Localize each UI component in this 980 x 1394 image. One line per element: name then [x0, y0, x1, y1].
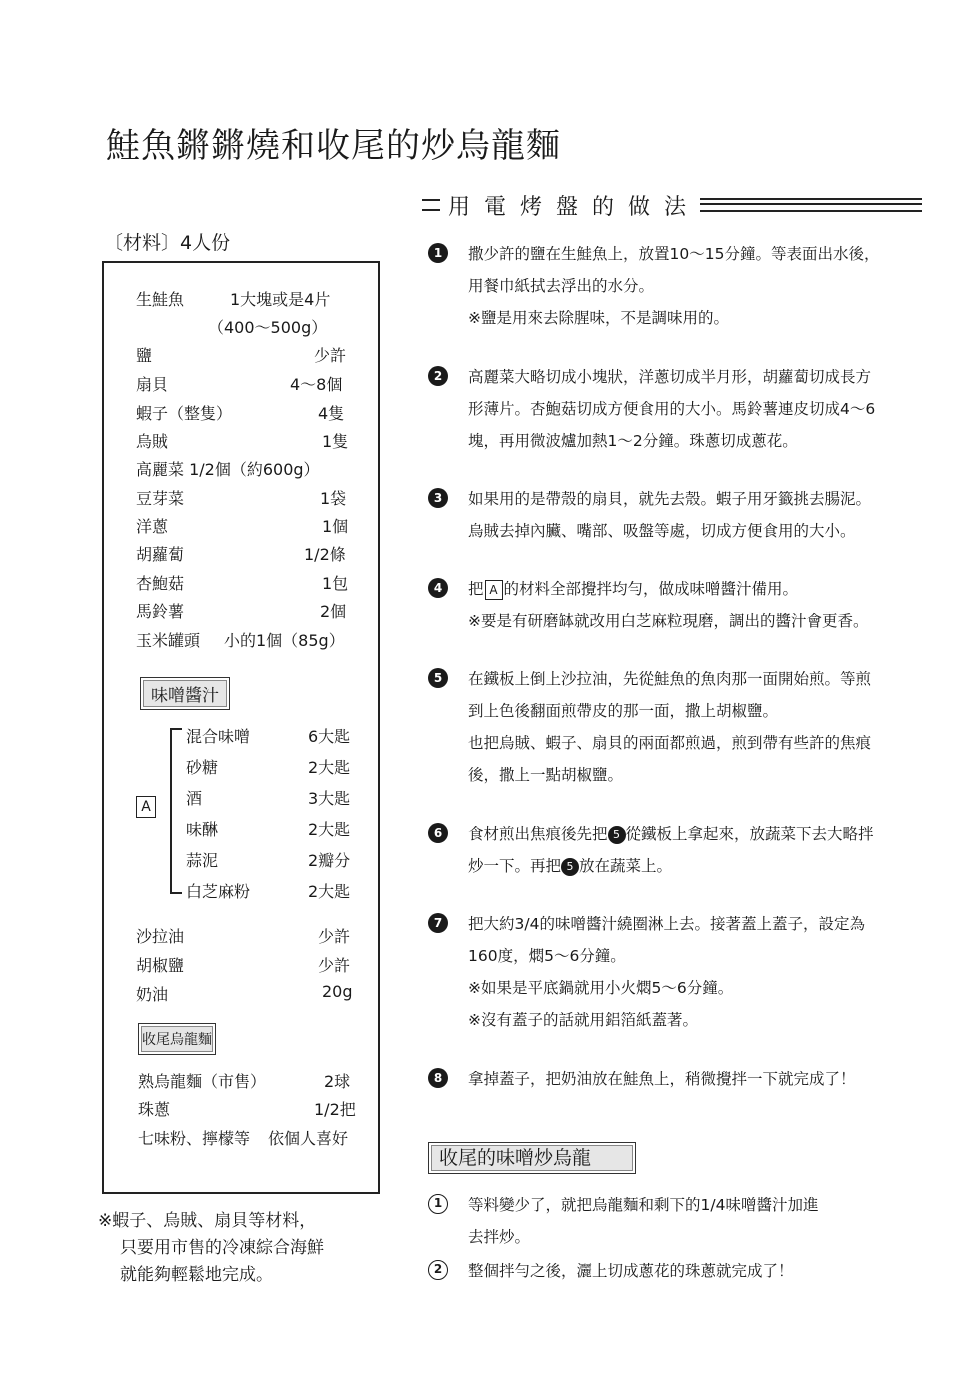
ingredient-row: [136, 571, 349, 594]
ingredient-amount: 4隻: [318, 404, 345, 423]
ingredient-name: 馬鈴薯: [136, 602, 185, 621]
finish-label: 收尾的味噌炒烏龍: [428, 1142, 636, 1174]
ingredient-amount: 1袋: [320, 489, 347, 508]
noodle-name: 熟烏龍麵（市售）: [138, 1072, 267, 1091]
step-number: 4: [428, 578, 448, 598]
step-ref-5: 5: [608, 826, 626, 844]
ingredient-name: 高麗菜 1/2個（約600g）: [136, 460, 320, 479]
ingredient-amount: 1隻: [322, 432, 349, 451]
note-line: 只要用市售的冷凍綜合海鮮: [120, 1238, 324, 1258]
sauce-row: [186, 848, 351, 871]
ingredient-name: 生鮭魚: [136, 290, 185, 309]
step-text: 把: [468, 580, 484, 598]
step-line: 拿掉蓋子，把奶油放在鮭魚上，稍微攪拌一下就完成了！: [468, 1070, 856, 1088]
step-line: 等料變少了，就把烏龍麵和剩下的1/4味噌醬汁加進: [468, 1196, 819, 1214]
seafood-note: [98, 1208, 324, 1289]
sauce-row: [186, 724, 351, 747]
ingredient-row: [136, 514, 349, 537]
ingredient-amount: 1個: [322, 517, 349, 536]
step-number: 7: [428, 913, 448, 933]
ingredient-name: 杏鮑菇: [136, 574, 185, 593]
extra-row: [136, 924, 351, 947]
noodle-row: [138, 1069, 351, 1092]
step-number: 5: [428, 668, 448, 688]
ingredient-row: [136, 287, 331, 310]
sauce-name: 蒜泥: [186, 851, 219, 870]
ingredient-amount: 少許: [314, 346, 347, 365]
step-number: 3: [428, 488, 448, 508]
header-rule-left: [422, 199, 440, 211]
header-rule-right: [700, 198, 922, 212]
ingredient-name: 烏賊: [136, 432, 169, 451]
noodle-amount: 依個人喜好: [268, 1129, 349, 1148]
step-ref-5: 5: [561, 858, 579, 876]
sauce-label: 味噌醬汁: [140, 677, 230, 710]
ingredients-box: [102, 261, 380, 1194]
ingredient-name: 胡蘿蔔: [136, 545, 185, 564]
step-line: ※如果是平底鍋就用小火燜5〜6分鐘。: [468, 979, 734, 997]
servings-label: 〔材料〕4人份: [104, 232, 231, 254]
ingredient-name: 鹽: [136, 346, 153, 365]
sauce-row: [186, 817, 351, 840]
ingredient-row: [136, 542, 346, 565]
ingredient-row: [136, 401, 345, 424]
group-a-marker: A: [136, 796, 156, 818]
noodle-label: 收尾烏龍麵: [138, 1023, 216, 1055]
method-header: [422, 188, 922, 222]
sauce-amount: 2大匙: [308, 758, 351, 777]
sauce-bracket: [170, 728, 182, 894]
step-line: 整個拌勻之後，灑上切成蔥花的珠蔥就完成了！: [468, 1262, 794, 1280]
step-number: 2: [428, 366, 448, 386]
step-line: 烏賊去掉內臟、嘴部、吸盤等處，切成方便食用的大小。: [468, 522, 856, 540]
extra-amount: 少許: [318, 927, 351, 946]
ingredient-row: [136, 457, 320, 480]
extra-name: 奶油: [136, 985, 169, 1004]
sauce-amount: 2大匙: [308, 820, 351, 839]
noodle-row: [138, 1126, 349, 1149]
step-line: 高麗菜大略切成小塊狀，洋蔥切成半月形，胡蘿蔔切成長方: [468, 368, 872, 386]
noodle-name: 七味粉、擰檬等: [138, 1129, 251, 1148]
step-line: ※沒有蓋子的話就用鋁箔紙蓋著。: [468, 1011, 698, 1029]
noodle-amount: 1/2把: [314, 1100, 356, 1119]
note-line: 就能夠輕鬆地完成。: [120, 1265, 273, 1285]
ingredient-row: [136, 429, 349, 452]
step-line: ※要是有研磨缽就改用白芝麻粒現磨，調出的醬汁會更香。: [468, 612, 869, 630]
step-line: ※鹽是用來去除腥味，不是調味用的。: [468, 309, 729, 327]
step-line: [468, 818, 874, 850]
ingredient-row: [136, 343, 347, 366]
noodle-row: [138, 1097, 356, 1120]
step-number: 1: [428, 243, 448, 263]
step-line: [468, 850, 874, 882]
sauce-name: 酒: [186, 789, 203, 808]
extra-amount: 少許: [318, 956, 351, 975]
step-text: 炒一下。再把: [468, 857, 562, 875]
ingredient-amount: 1大塊或是4片: [230, 290, 331, 309]
page-title: 鮭魚鏘鏘燒和收尾的炒烏龍麵: [106, 126, 561, 166]
step-line: 後，撒上一點胡椒鹽。: [468, 766, 624, 784]
ingredient-row: [136, 599, 347, 622]
sauce-amount: 2大匙: [308, 882, 351, 901]
step-number: 8: [428, 1068, 448, 1088]
step-line: 到上色後翻面煎帶皮的那一面，撒上胡椒鹽。: [468, 702, 779, 720]
step-line: 160度，燜5〜6分鐘。: [468, 947, 626, 965]
step-line: 如果用的是帶殼的扇貝，就先去殼。蝦子用牙籤挑去腸泥。: [468, 490, 872, 508]
extra-amount: 20g: [322, 982, 353, 1001]
sauce-row: [186, 755, 351, 778]
ingredient-amount: 小的1個（85g）: [224, 631, 345, 650]
step-number: 1: [428, 1194, 448, 1214]
step-text: 食材煎出焦痕後先把: [468, 825, 608, 843]
step-line: 撒少許的鹽在生鮭魚上，放置10〜15分鐘。等表面出水後，: [468, 245, 880, 263]
step-number: 2: [428, 1260, 448, 1280]
sauce-row: [186, 786, 351, 809]
ingredient-name: 洋蔥: [136, 517, 169, 536]
ingredient-name: 玉米罐頭: [136, 631, 201, 650]
step-line: [468, 573, 869, 605]
group-a-ref: A: [485, 580, 503, 600]
step-line: 也把烏賊、蝦子、扇貝的兩面都煎過，煎到帶有些許的焦痕: [468, 734, 872, 752]
sauce-amount: 2瓣分: [308, 851, 351, 870]
ingredient-amount: 4〜8個: [290, 375, 343, 394]
note-line: ※蝦子、烏賊、扇貝等材料，: [98, 1211, 317, 1231]
step-line: 塊，再用微波爐加熱1〜2分鐘。珠蔥切成蔥花。: [468, 432, 798, 450]
extra-name: 沙拉油: [136, 927, 185, 946]
ingredient-row: [136, 628, 345, 651]
ingredient-row: [136, 372, 343, 395]
noodle-amount: 2球: [324, 1072, 351, 1091]
sauce-name: 白芝麻粉: [186, 882, 251, 901]
step-number: 6: [428, 823, 448, 843]
step-line: 去拌炒。: [468, 1228, 531, 1246]
step-text: 的材料全部攪拌均勻，做成味噌醬汁備用。: [503, 580, 799, 598]
extra-row: [136, 982, 353, 1005]
sauce-name: 砂糖: [186, 758, 219, 777]
noodle-name: 珠蔥: [138, 1100, 171, 1119]
ingredient-amount: 1/2條: [304, 545, 346, 564]
ingredient-name: 蝦子（整隻）: [136, 404, 233, 423]
ingredient-amount: 2個: [320, 602, 347, 621]
sauce-name: 混合味噌: [186, 727, 251, 746]
method-title: 用電烤盤的做法: [448, 194, 701, 220]
extra-name: 胡椒鹽: [136, 956, 185, 975]
sauce-amount: 6大匙: [308, 727, 351, 746]
step-text: 放在蔬菜上。: [579, 857, 673, 875]
ingredient-row: [136, 486, 347, 509]
ingredient-amount: 1包: [322, 574, 349, 593]
step-line: 用餐巾紙拭去浮出的水分。: [468, 277, 655, 295]
sauce-name: 味醂: [186, 820, 219, 839]
step-line: 在鐵板上倒上沙拉油，先從鮭魚的魚肉那一面開始煎。等煎: [468, 670, 872, 688]
sauce-row: [186, 879, 351, 902]
ingredient-amount: （400〜500g）: [208, 318, 328, 337]
extra-row: [136, 953, 351, 976]
ingredient-name: 豆芽菜: [136, 489, 185, 508]
step-text: 從鐵板上拿起來，放蔬菜下去大略拌: [625, 825, 874, 843]
ingredient-name: 扇貝: [136, 375, 169, 394]
step-line: 把大約3/4的味噌醬汁繞圈淋上去。接著蓋上蓋子，設定為: [468, 915, 865, 933]
step-line: 形薄片。杏鮑菇切成方便食用的大小。馬鈴薯連皮切成4〜6: [468, 400, 876, 418]
sauce-amount: 3大匙: [308, 789, 351, 808]
